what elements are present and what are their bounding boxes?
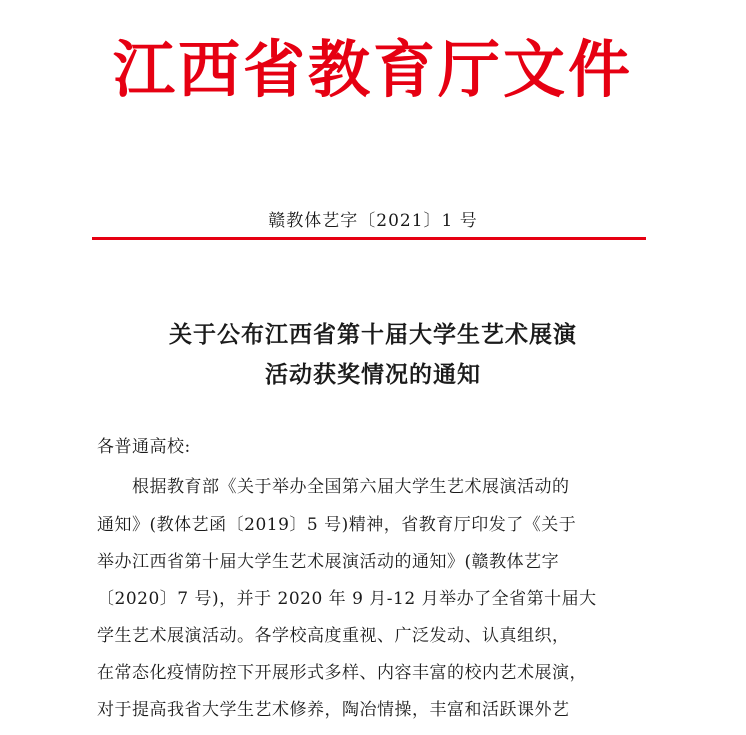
masthead-title: 江西省教育厅文件 [112, 33, 633, 106]
body-line-7: 对于提高我省大学生艺术修养，陶冶情操，丰富和活跃课外艺 [97, 700, 570, 720]
body-line-6: 在常态化疫情防控下开展形式多样、内容丰富的校内艺术展演， [97, 663, 587, 683]
notice-title-line-2: 活动获奖情况的通知 [265, 362, 481, 388]
body-line-5: 学生艺术展演活动。各学校高度重视、广泛发动、认真组织， [97, 626, 570, 646]
body-line-2: 通知》(教体艺函〔2019〕5 号)精神，省教育厅印发了《关于 [97, 515, 577, 535]
salutation: 各普通高校: [97, 437, 191, 457]
notice-title-line-1: 关于公布江西省第十届大学生艺术展演 [169, 322, 577, 348]
body-line-4: 〔2020〕7 号)，并于 2020 年 9 月-12 月举办了全省第十届大 [97, 589, 597, 609]
body-line-1: 根据教育部《关于举办全国第六届大学生艺术展演活动的 [97, 477, 570, 497]
body-line-3: 举办江西省第十届大学生艺术展演活动的通知》(赣教体艺字 [97, 552, 560, 572]
document-number: 赣教体艺字〔2021〕1 号 [268, 211, 478, 231]
red-divider-line [92, 237, 646, 240]
